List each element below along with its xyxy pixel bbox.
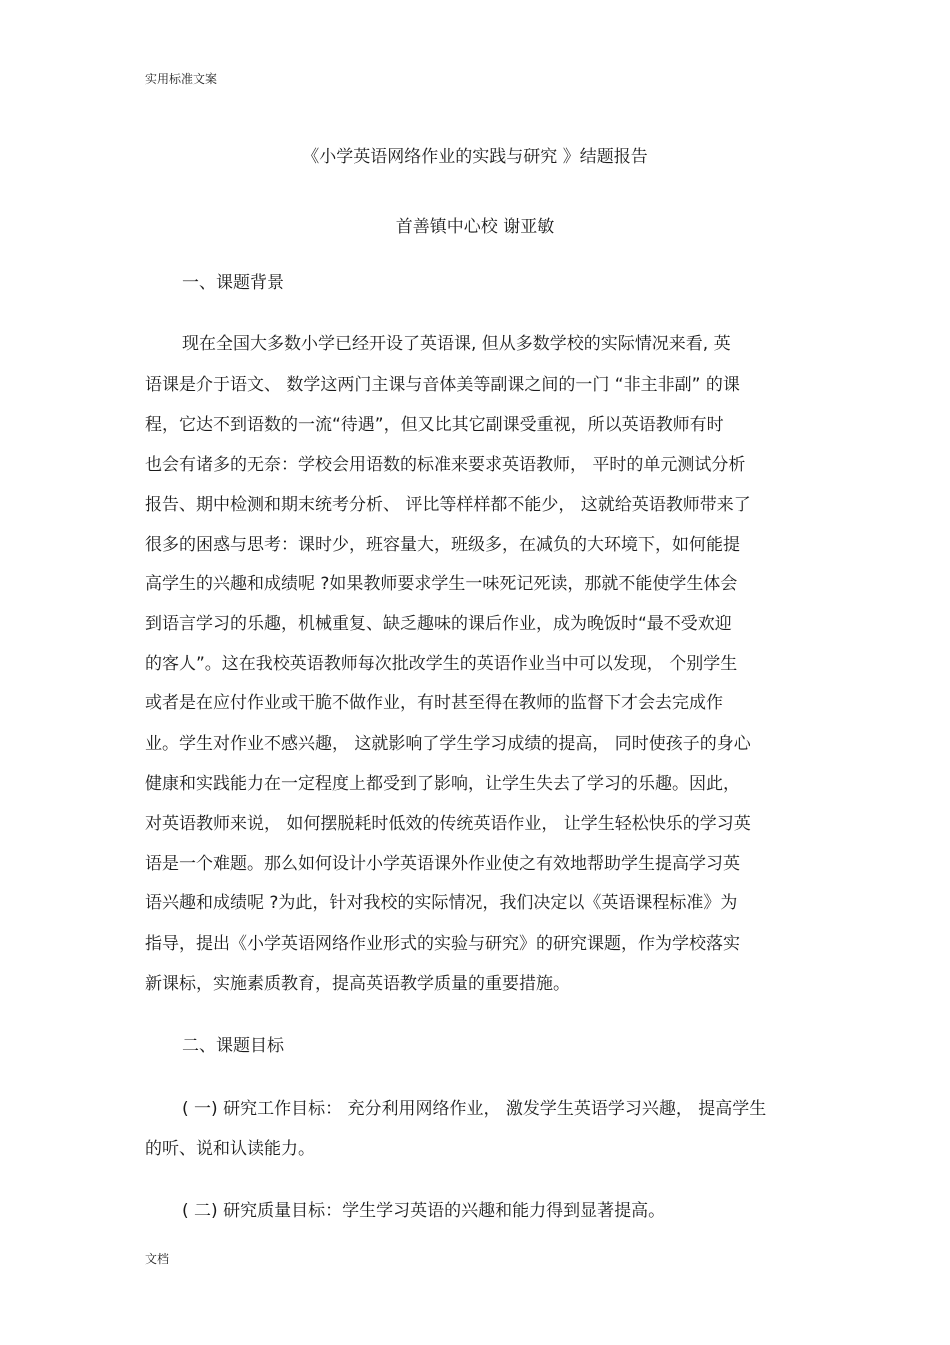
- paragraph-line: 程，它达不到语数的一流“待遇”，但又比其它副课受重视，所以英语教师有时: [145, 415, 724, 435]
- paragraph-line: 也会有诸多的无奈：学校会用语数的标准来要求英语教师， 平时的单元测试分析: [145, 455, 746, 475]
- page-header: 实用标准文案: [145, 72, 218, 86]
- section-heading-goals: 二、课题目标: [182, 1036, 284, 1056]
- paragraph-line: 到语言学习的乐趣，机械重复、缺乏趣味的课后作业，成为晚饭时“最不受欢迎: [145, 614, 732, 634]
- paragraph-line: 现在全国大多数小学已经开设了英语课, 但从多数学校的实际情况来看, 英: [182, 334, 731, 354]
- goal-line: ( 二) 研究质量目标：学生学习英语的兴趣和能力得到显著提高。: [182, 1201, 666, 1221]
- document-author: 首善镇中心校 谢亚敏: [395, 217, 555, 237]
- paragraph-line: 的客人”。这在我校英语教师每次批改学生的英语作业当中可以发现， 个别学生: [145, 654, 738, 674]
- paragraph-line: 或者是在应付作业或干脆不做作业，有时甚至得在教师的监督下才会去完成作: [145, 693, 723, 713]
- paragraph-line: 语课是介于语文、 数学这两门主课与音体美等副课之间的一门 “非主非副” 的课: [145, 375, 740, 395]
- page-footer: 文档: [145, 1252, 170, 1266]
- paragraph-line: 报告、期中检测和期末统考分析、 评比等样样都不能少， 这就给英语教师带来了: [145, 495, 751, 515]
- document-title: 《小学英语网络作业的实践与研究 》结题报告: [302, 147, 648, 167]
- paragraph-line: 语兴趣和成绩呢 ?为此，针对我校的实际情况，我们决定以《英语课程标准》为: [145, 893, 738, 913]
- paragraph-line: 指导，提出《小学英语网络作业形式的实验与研究》的研究课题，作为学校落实: [145, 934, 740, 954]
- paragraph-line: 高学生的兴趣和成绩呢 ?如果教师要求学生一味死记死读，那就不能使学生体会: [145, 574, 738, 594]
- paragraph-line: 业。学生对作业不感兴趣， 这就影响了学生学习成绩的提高， 同时使孩子的身心: [145, 734, 751, 754]
- paragraph-line: 健康和实践能力在一定程度上都受到了影响，让学生失去了学习的乐趣。因此，: [145, 774, 740, 794]
- paragraph-line: 语是一个难题。那么如何设计小学英语课外作业使之有效地帮助学生提高学习英: [145, 854, 740, 874]
- paragraph-line: 新课标，实施素质教育，提高英语教学质量的重要措施。: [145, 974, 570, 994]
- goal-line: 的听、说和认读能力。: [145, 1139, 315, 1159]
- section-heading-background: 一、课题背景: [182, 273, 284, 293]
- goal-line: ( 一) 研究工作目标： 充分利用网络作业， 激发学生英语学习兴趣， 提高学生: [182, 1099, 767, 1119]
- paragraph-line: 对英语教师来说， 如何摆脱耗时低效的传统英语作业， 让学生轻松快乐的学习英: [145, 814, 751, 834]
- paragraph-line: 很多的困惑与思考：课时少，班容量大，班级多，在减负的大环境下，如何能提: [145, 535, 740, 555]
